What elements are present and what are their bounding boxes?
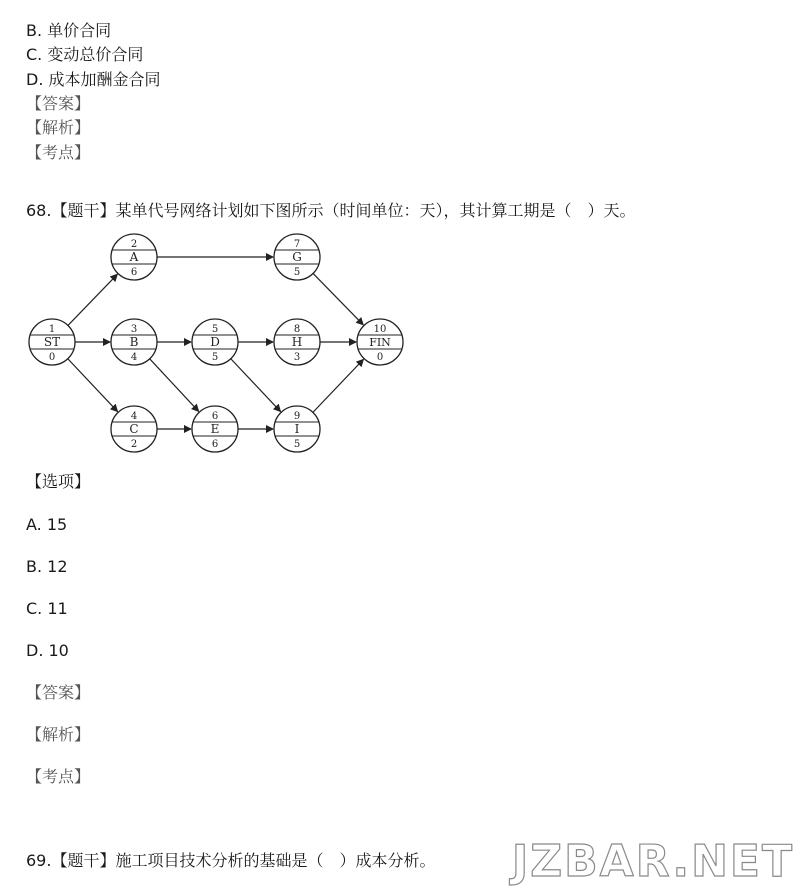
node-name: H xyxy=(291,335,303,349)
option-b-prev: B. 单价合同 xyxy=(26,21,112,40)
node-c xyxy=(111,406,157,452)
answer-tag: 【答案】 xyxy=(26,683,91,702)
node-number: 8 xyxy=(293,324,301,335)
node-name: C xyxy=(129,422,139,436)
option-d: D. 10 xyxy=(26,641,69,660)
node-number: 4 xyxy=(130,411,138,422)
node-duration: 6 xyxy=(130,267,138,278)
question-69-stem: 69.【题干】施工项目技术分析的基础是（ ）成本分析。 xyxy=(26,851,436,870)
option-b: B. 12 xyxy=(26,557,68,576)
question-68-stem: 68.【题干】某单代号网络计划如下图所示（时间单位：天），其计算工期是（ ）天。 xyxy=(26,201,636,220)
edge-g-fin xyxy=(313,273,363,324)
node-duration: 5 xyxy=(293,267,301,278)
node-name: B xyxy=(129,335,139,349)
node-number: 7 xyxy=(293,239,301,250)
analysis-tag-prev: 【解析】 xyxy=(26,118,91,137)
option-a: A. 15 xyxy=(26,515,68,534)
node-name: D xyxy=(210,335,220,349)
node-d xyxy=(192,319,238,365)
node-name: G xyxy=(292,250,302,264)
node-number: 3 xyxy=(130,324,138,335)
edge-i-fin xyxy=(313,359,364,412)
node-duration: 3 xyxy=(293,352,301,363)
node-a xyxy=(111,234,157,280)
option-c-prev: C. 变动总价合同 xyxy=(26,45,144,64)
network-diagram xyxy=(26,232,416,458)
node-duration: 4 xyxy=(130,352,138,363)
topic-tag-prev: 【考点】 xyxy=(26,143,91,162)
node-fin xyxy=(357,319,403,365)
node-i xyxy=(274,406,320,452)
watermark: JZBAR.NET xyxy=(511,836,794,887)
node-b xyxy=(111,319,157,365)
node-duration: 5 xyxy=(211,352,219,363)
node-number: 1 xyxy=(48,324,56,335)
node-duration: 6 xyxy=(211,439,219,450)
node-name: I xyxy=(294,422,300,436)
analysis-tag: 【解析】 xyxy=(26,725,91,744)
edge-d-i xyxy=(231,359,281,412)
topic-tag: 【考点】 xyxy=(26,767,91,786)
node-h xyxy=(274,319,320,365)
node-number: 5 xyxy=(211,324,219,335)
option-c: C. 11 xyxy=(26,599,68,618)
option-d-prev: D. 成本加酬金合同 xyxy=(26,70,161,89)
node-duration: 0 xyxy=(376,352,384,363)
node-duration: 5 xyxy=(293,439,301,450)
node-name: E xyxy=(210,422,220,436)
answer-tag-prev: 【答案】 xyxy=(26,94,91,113)
node-number: 9 xyxy=(293,411,301,422)
node-duration: 0 xyxy=(48,352,56,363)
node-st xyxy=(29,319,75,365)
edge-st-c xyxy=(68,359,118,412)
edge-st-a xyxy=(68,274,117,325)
node-number: 6 xyxy=(211,411,219,422)
options-heading: 【选项】 xyxy=(26,472,91,491)
node-name: ST xyxy=(43,335,61,349)
node-e xyxy=(192,406,238,452)
node-number: 10 xyxy=(373,324,387,335)
node-name: A xyxy=(129,250,139,264)
node-number: 2 xyxy=(130,239,138,250)
node-duration: 2 xyxy=(130,439,138,450)
edge-b-e xyxy=(150,359,199,412)
node-g xyxy=(274,234,320,280)
node-name: FIN xyxy=(369,336,391,349)
